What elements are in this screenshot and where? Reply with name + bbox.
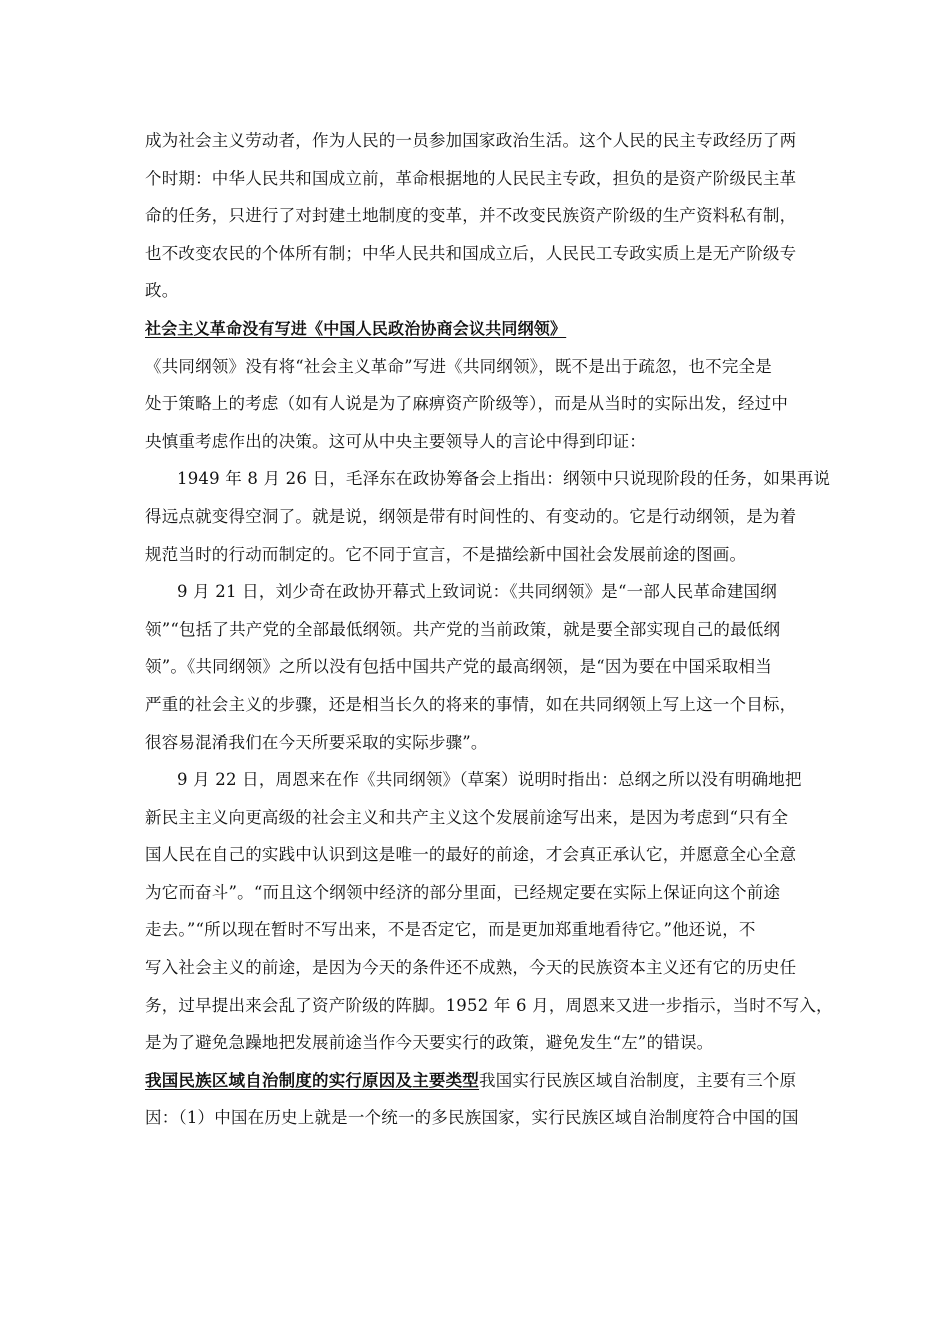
body-line: 务，过早提出来会乱了资产阶级的阵脚。1952 年 6 月，周恩来又进一步指示，当时不写入， (145, 995, 833, 1015)
body-line: 成为社会主义劳动者，作为人民的一员参加国家政治生活。这个人民的民主专政经历了两 (145, 131, 797, 150)
body-line: 是为了避免急躁地把发展前途当作今天要实行的政策，避免发生“左”的错误。 (145, 1033, 714, 1053)
body-line: 命的任务，只进行了对封建土地制度的变革，并不改变民族资产阶级的生产资料私有制， (145, 206, 797, 226)
body-line: 9 月 21 日，刘少奇在政协开幕式上致词说：《共同纲领》是“一部人民革命建国纲 (177, 582, 777, 602)
body-line: 政。 (145, 281, 179, 301)
body-line: 领”。《共同纲领》之所以没有包括中国共产党的最高纲领，是“因为要在中国采取相当 (145, 657, 772, 677)
body-line: 9 月 22 日，周恩来在作《共同纲领》（草案）说明时指出：总纲之所以没有明确地把 (177, 770, 802, 790)
body-line: 很容易混淆我们在今天所要采取的实际步骤”。 (145, 732, 488, 752)
body-line: 走去。”“所以现在暂时不写出来，不是否定它，而是更加郑重地看待它。”他还说，不 (145, 920, 756, 940)
body-line: 写入社会主义的前途，是因为今天的条件还不成熟，今天的民族资本主义还有它的历史任 (145, 958, 797, 978)
body-line: 1949 年 8 月 26 日，毛泽东在政协筹备会上指出：纲领中只说现阶段的任务，如果再说 (177, 469, 831, 489)
body-line: 严重的社会主义的步骤，还是相当长久的将来的事情，如在共同纲领上写上这一个目标， (145, 694, 797, 714)
inline-section-heading: 我国民族区域自治制度的实行原因及主要类型 (145, 1070, 479, 1090)
body-line: 规范当时的行动而制定的。它不同于宣言，不是描绘新中国社会发展前途的图画。 (145, 544, 747, 564)
body-line: 央慎重考虑作出的决策。这可从中央主要领导人的言论中得到印证： (145, 431, 646, 451)
body-text-span: 我国实行民族区域自治制度，主要有三个原 (479, 1070, 797, 1090)
body-line: 因：（1）中国在历史上就是一个统一的多民族国家，实行民族区域自治制度符合中国的国 (145, 1108, 799, 1128)
body-line: 《共同纲领》没有将“社会主义革命”写进《共同纲领》，既不是出于疏忽，也不完全是 (145, 356, 772, 376)
body-line: 新民主主义向更高级的社会主义和共产主义这个发展前途写出来，是因为考虑到“只有全 (145, 807, 789, 827)
body-line: 领”“包括了共产党的全部最低纲领。共产党的当前政策，就是要全部实现自己的最低纲 (145, 619, 781, 639)
body-line: 为它而奋斗”。“而且这个纲领中经济的部分里面，已经规定要在实际上保证向这个前途 (145, 882, 781, 902)
body-line: 也不改变农民的个体所有制；中华人民共和国成立后，人民民工专政实质上是无产阶级专 (145, 243, 797, 263)
section-heading-line (145, 1062, 815, 1100)
body-line: 国人民在自己的实践中认识到这是唯一的最好的前途，才会真正承认它，并愿意全心全意 (145, 845, 797, 865)
body-line: 个时期：中华人民共和国成立前，革命根据地的人民民主专政，担负的是资产阶级民主革 (145, 168, 797, 188)
section-heading: 社会主义革命没有写进《中国人民政治协商会议共同纲领》 (145, 318, 567, 338)
document-page (145, 122, 833, 1137)
document-body (145, 122, 833, 1062)
body-line: 得远点就变得空洞了。就是说，纲领是带有时间性的、有变动的。它是行动纲领，是为着 (145, 506, 797, 526)
body-line: 处于策略上的考虑（如有人说是为了麻痹资产阶级等），而是从当时的实际出发，经过中 (145, 394, 789, 414)
